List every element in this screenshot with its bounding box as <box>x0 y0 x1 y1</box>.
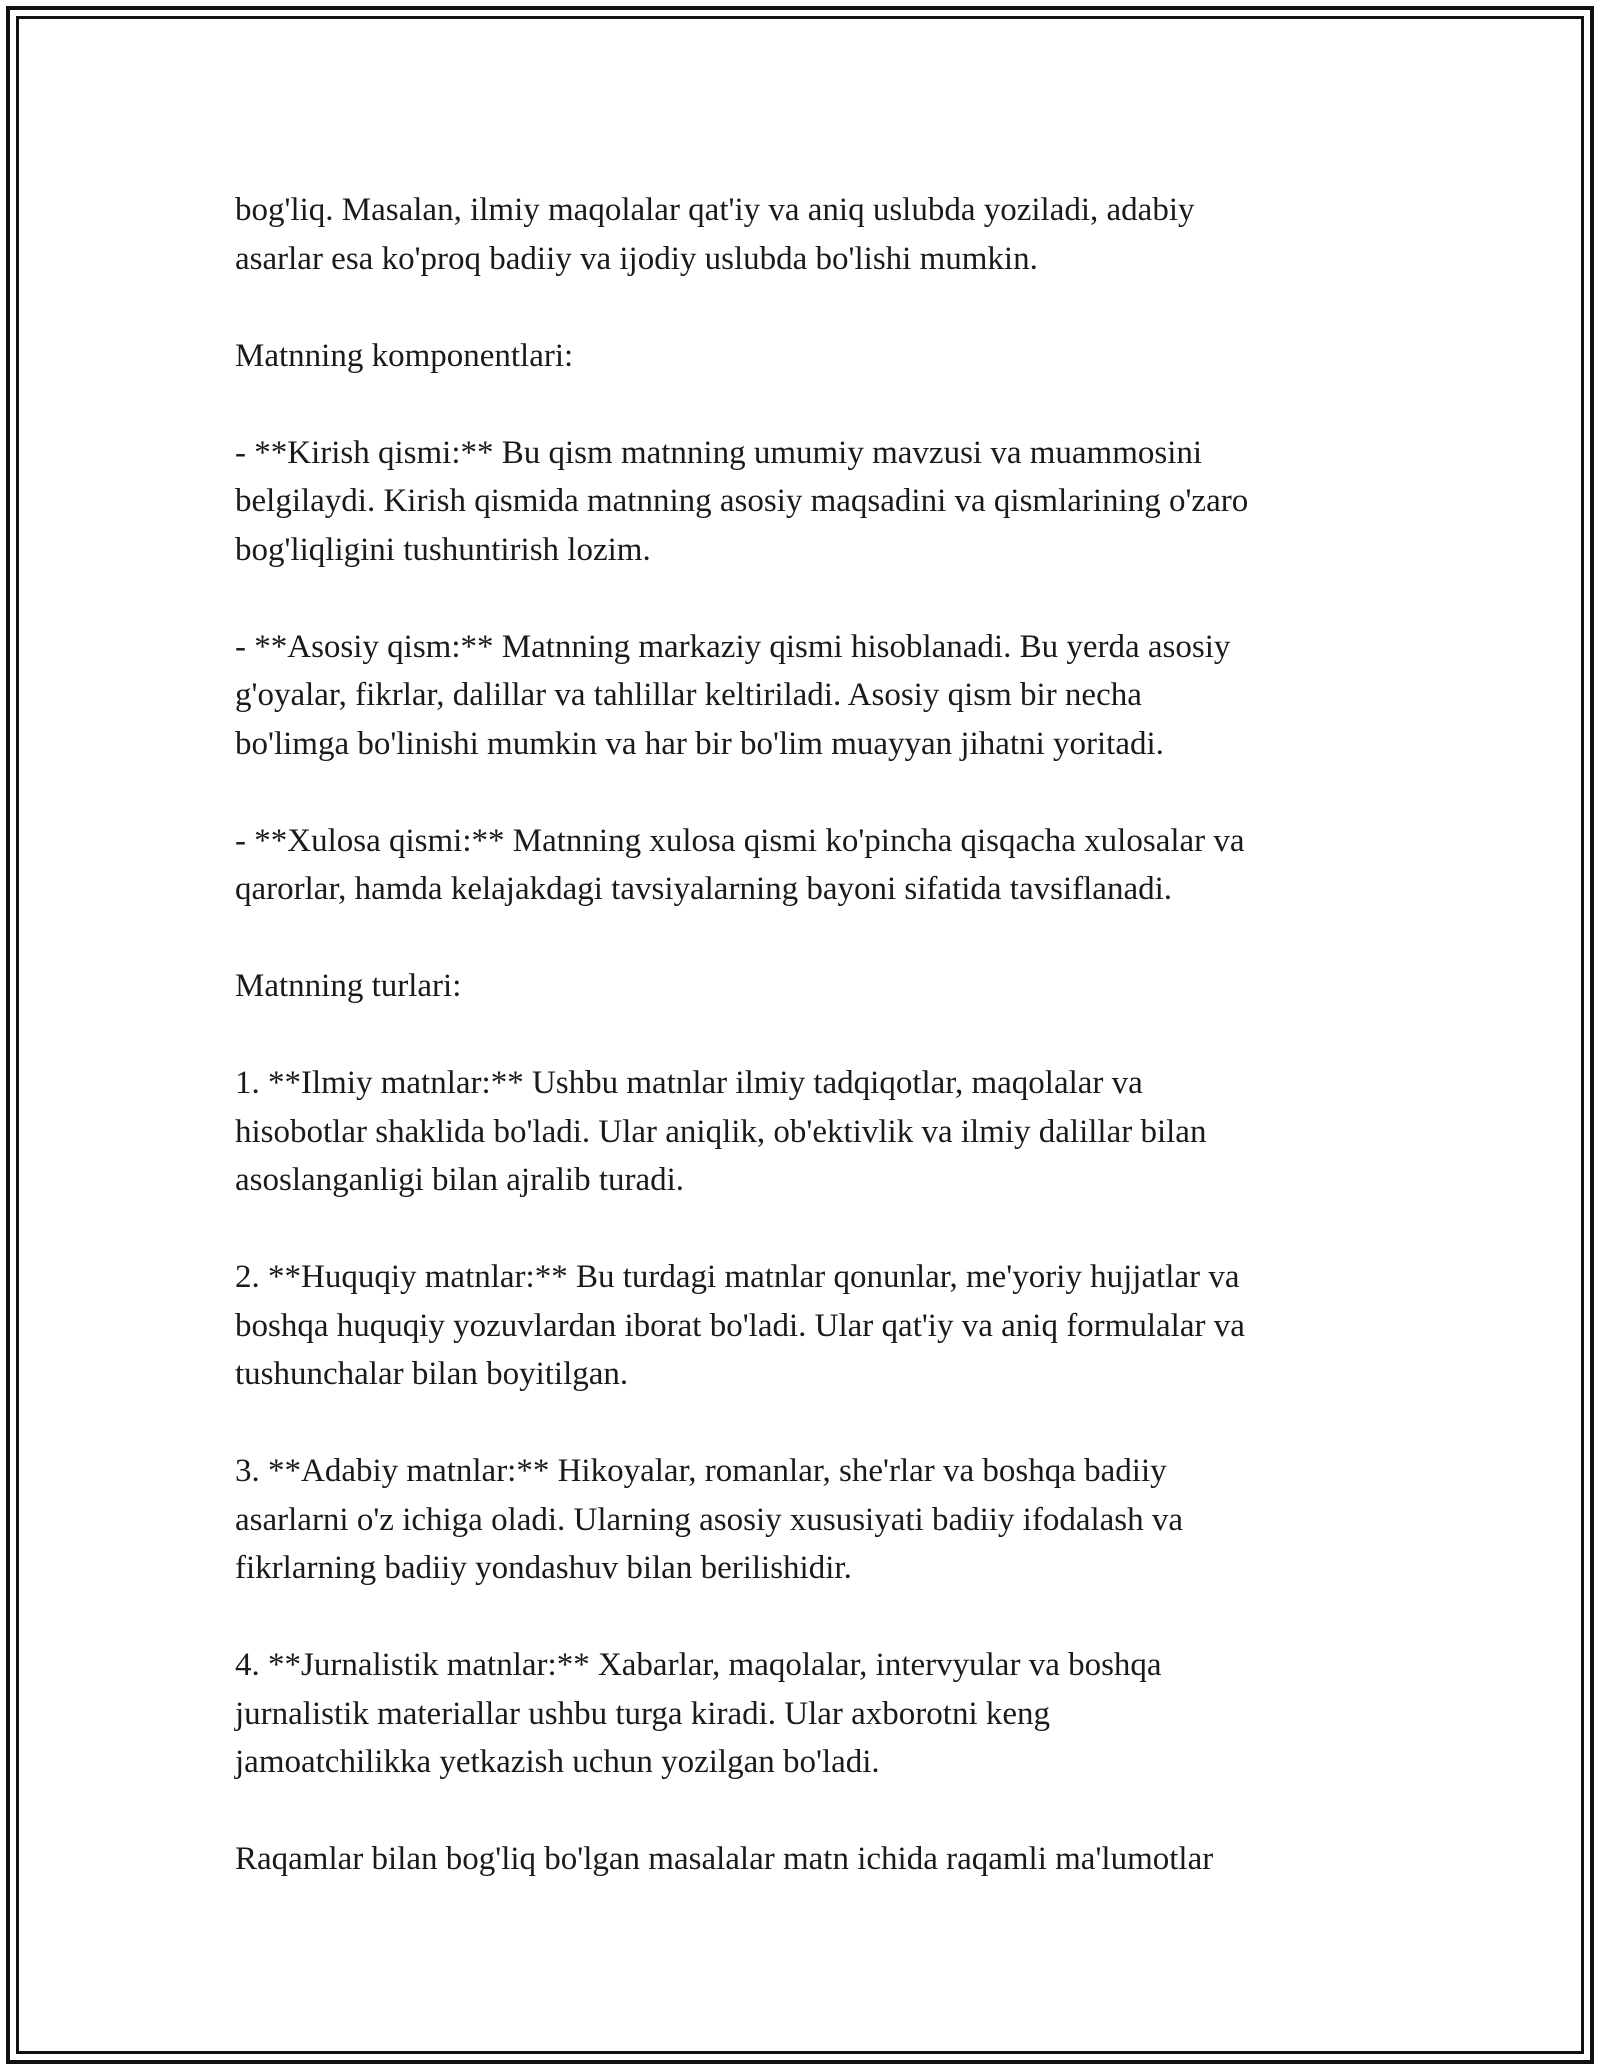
list-item-huquqiy-matnlar: 2. **Huquqiy matnlar:** Bu turdagi matnlar qonunlar, me'yoriy hujjatlar va boshqa huquqiy yozuvlardan iborat bo'ladi. Ular qat'iy va aniq formulalar va tushunchalar bilan boyitilgan. <box>235 1259 1245 1392</box>
paragraph-uslub-continuation: bog'liq. Masalan, ilmiy maqolalar qat'iy va aniq uslubda yoziladi, adabiy asarlar esa ko'proq badiiy va ijodiy uslubda bo'lishi mumkin. <box>235 192 1195 277</box>
list-item-xulosa-qismi: - **Xulosa qismi:** Matnning xulosa qismi ko'pincha qisqacha xulosalar va qarorlar, hamda kelajakdagi tavsiyalarning bayoni sifatida tavsiflanadi. <box>235 822 1245 907</box>
list-item-kirish-qismi: - **Kirish qismi:** Bu qism matnning umumiy mavzusi va muammosini belgilaydi. Kirish qismida matnning asosiy maqsadini va qismlarining o'zaro bog'liqligini tushuntirish lozim. <box>235 434 1249 568</box>
list-item-asosiy-qism: - **Asosiy qism:** Matnning markaziy qismi hisoblanadi. Bu yerda asosiy g'oyalar, fikrlar, dalillar va tahlillar keltiriladi. Asosiy qism bir necha bo'limga bo'linishi mumkin va har bir bo'lim muayyan jihatni yoritadi. <box>235 628 1231 762</box>
list-item-ilmiy-matnlar: 1. **Ilmiy matnlar:** Ushbu matnlar ilmiy tadqiqotlar, maqolalar va hisobotlar shaklida bo'ladi. Ular aniqlik, ob'ektivlik va ilmiy dalillar bilan asoslanganligi bilan ajralib turadi. <box>235 1065 1207 1198</box>
heading-matn-turlari: Matnning turlari: <box>235 968 462 1004</box>
paragraph-raqamlar: Raqamlar bilan bog'liq bo'lgan masalalar matn ichida raqamli ma'lumotlar <box>235 1841 1214 1877</box>
heading-matn-komponentlari: Matnning komponentlari: <box>235 337 574 374</box>
list-item-adabiy-matnlar: 3. **Adabiy matnlar:** Hikoyalar, romanlar, she'rlar va boshqa badiiy asarlarni o'z ichiga oladi. Ularning asosiy xususiyati badiiy ifodalash va fikrlarning badiiy yondashuv bilan berilishidir. <box>235 1453 1184 1586</box>
list-item-jurnalistik-matnlar: 4. **Jurnalistik matnlar:** Xabarlar, maqolalar, intervyular va boshqa jurnalistik materiallar ushbu turga kiradi. Ular axborotni keng jamoatchilikka yetkazish uchun yozilgan bo'ladi. <box>235 1647 1162 1780</box>
document-body <box>235 186 1375 1884</box>
